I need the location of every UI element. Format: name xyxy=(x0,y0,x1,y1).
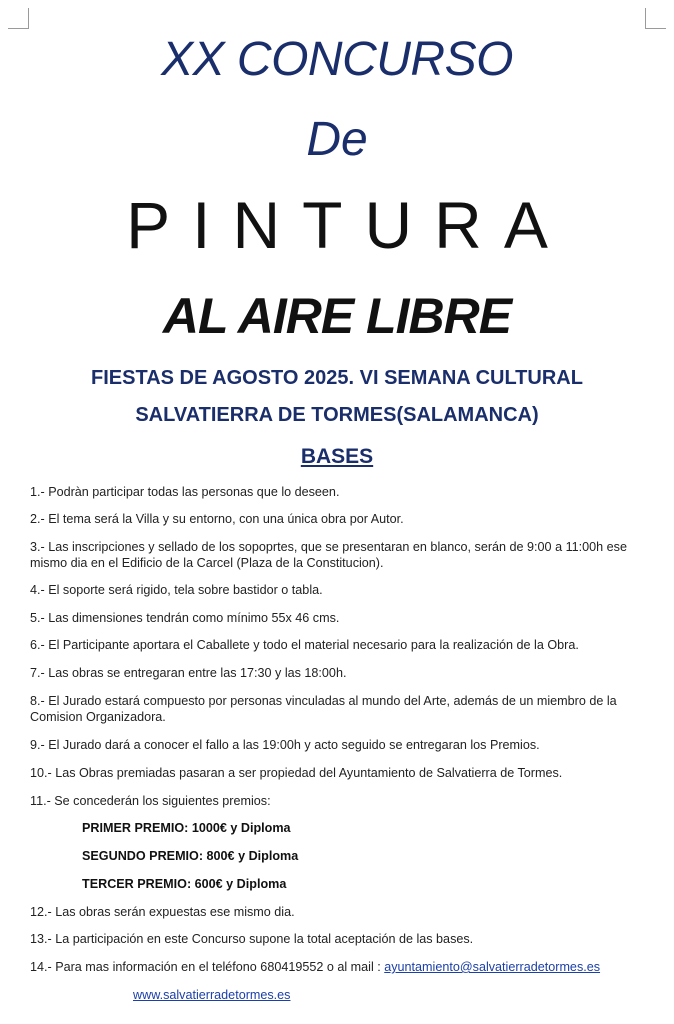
subtitle-fiestas: FIESTAS DE AGOSTO 2025. VI SEMANA CULTURAL xyxy=(91,367,583,389)
rule-2: 2.- El tema será la Villa y su entorno, con una única obra por Autor. xyxy=(30,512,404,526)
rule-4: 4.- El soporte será rigido, tela sobre bastidor o tabla. xyxy=(30,583,323,597)
title-line-concurso: XX CONCURSO xyxy=(161,33,513,86)
rule-3: 3.- Las inscripciones y sellado de los sopoprtes, que se presentaran en blanco, serán de 9:00 a 11:00h ese mismo dia en el Edificio de la Carcel (Plaza de la Constitucion). xyxy=(30,540,627,570)
rule-9: 9.- El Jurado dará a conocer el fallo a las 19:00h y acto seguido se entregaran los Premios. xyxy=(30,738,540,752)
section-title-bases: BASES xyxy=(300,445,374,468)
rule-13: 13.- La participación en este Concurso supone la total aceptación de las bases. xyxy=(30,932,474,946)
title-line-de: De xyxy=(306,113,368,166)
title-line-pintura: PINTURA xyxy=(126,188,570,262)
prize-second: SEGUNDO PREMIO: 800€ y Diploma xyxy=(82,849,299,863)
rule-8: 8.- El Jurado estará compuesto por personas vinculadas al mundo del Arte, además de un miembro de la Comision Organizadora. xyxy=(30,694,617,724)
rule-7: 7.- Las obras se entregaran entre las 17:30 y las 18:00h. xyxy=(30,666,347,680)
page-corner-mark-right xyxy=(645,8,666,29)
rule-14-contact xyxy=(30,959,645,975)
rule-11: 11.- Se concederán los siguientes premios: xyxy=(30,794,271,808)
contact-text: 14.- Para mas información en el teléfono 680419552 o al mail : xyxy=(30,960,385,974)
email-link[interactable]: ayuntamiento@salvatierradetormes.es xyxy=(384,960,601,974)
website-link[interactable]: www.salvatierradetormes.es xyxy=(133,988,291,1002)
title-line-aire-libre: AL AIRE LIBRE xyxy=(162,288,512,344)
rule-6: 6.- El Participante aportara el Caballete y todo el material necesario para la realización de la Obra. xyxy=(30,638,579,652)
rule-10: 10.- Las Obras premiadas pasaran a ser propiedad del Ayuntamiento de Salvatierra de Tormes. xyxy=(30,766,563,780)
subtitle-location: SALVATIERRA DE TORMES(SALAMANCA) xyxy=(135,404,539,426)
prize-first: PRIMER PREMIO: 1000€ y Diploma xyxy=(82,821,291,835)
rule-12: 12.- Las obras serán expuestas ese mismo dia. xyxy=(30,905,295,919)
prize-third: TERCER PREMIO: 600€ y Diploma xyxy=(82,877,287,891)
rule-1: 1.- Podràn participar todas las personas que lo deseen. xyxy=(30,485,340,499)
rule-5: 5.- Las dimensiones tendrán como mínimo 55x 46 cms. xyxy=(30,611,340,625)
page-corner-mark-left xyxy=(8,8,29,29)
